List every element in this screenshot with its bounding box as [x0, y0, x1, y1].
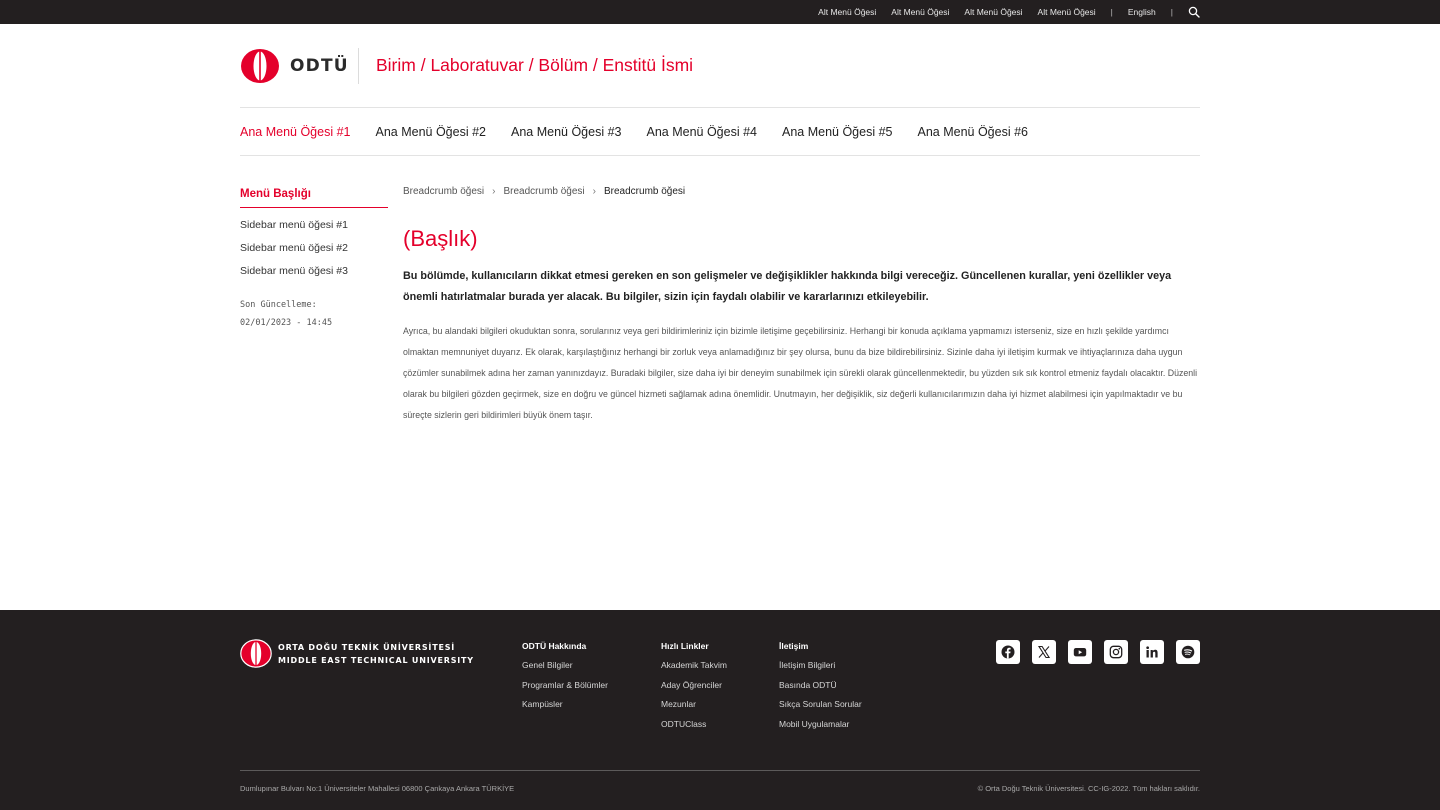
university-name-en: MIDDLE EAST TECHNICAL UNIVERSITY [278, 655, 474, 665]
unit-title[interactable]: Birim / Laboratuvar / Bölüm / Enstitü İsmi [376, 55, 694, 75]
footer-link[interactable]: Akademik Takvim [661, 660, 727, 670]
utility-link[interactable]: Alt Menü Öğesi [964, 7, 1023, 17]
breadcrumb [403, 184, 1200, 198]
footer-link[interactable]: Kampüsler [522, 699, 563, 710]
last-updated [240, 296, 388, 332]
odtu-emblem-icon [240, 48, 280, 84]
spotify-icon[interactable] [1176, 640, 1200, 664]
breadcrumb-current: Breadcrumb öğesi [604, 185, 686, 197]
nav-item-4[interactable]: Ana Menü Öğesi #4 [646, 124, 757, 139]
logo-wordmark: ODTÜ [290, 56, 349, 76]
nav-item-2[interactable]: Ana Menü Öğesi #2 [375, 124, 486, 139]
footer-column-title: Hızlı Linkler [661, 641, 709, 651]
utility-link[interactable]: Alt Menü Öğesi [891, 7, 950, 17]
last-updated-label: Son Güncelleme: [240, 300, 317, 310]
university-name [278, 641, 474, 667]
page-title: (Başlık) [403, 226, 478, 251]
chevron-right-icon: › [592, 185, 596, 197]
odtu-logo[interactable] [240, 48, 349, 84]
top-utility-bar [0, 0, 1440, 24]
utility-separator: | [1110, 7, 1113, 17]
footer-column-contact [779, 641, 862, 738]
body-paragraph: Ayrıca, bu alandaki bilgileri okuduktan sonra, sorularınız veya geri bildirimleriniz için bizimle iletişime geçebilirsiniz. Herhangi bir konuda açıklama yapmamızı isterseniz, size en hızlı şekilde yardımcı olmaktan memnuniyet duyarız. Ek olarak, karşılaştığınız herhangi bir zorluk veya anlamadığınız bir şey olursa, bunu da bize bildirebilirsiniz. Sizinle daha iyi iletişim kurmak ve ihtiyaçlarınıza daha uygun çözümler sunabilmek adına her zaman yanınızdayız. Buradaki bilgiler, size daha iyi bir deneyim sunabilmek için sürekli olarak güncellenmektedir, bu yüzden sık sık kontrol etmeniz faydalı olacaktır. Düzenli olarak bu bilgileri gözden geçirmek, size en doğru ve güncel hizmeti sağlamak adına önemlidir. Unutmayın, her değişiklik, siz değerli kullanıcılarımızın daha iyi hizmet alabilmesi için yapılmaktadır ve bu süreçte sizlerin geri bildirimleri büyük önem taşır. [403, 326, 1198, 420]
footer-link[interactable]: İletişim Bilgileri [779, 660, 836, 670]
footer-divider [240, 770, 1200, 771]
nav-item-3[interactable]: Ana Menü Öğesi #3 [511, 124, 622, 139]
utility-link[interactable]: Alt Menü Öğesi [1037, 7, 1096, 17]
footer-column-title: İletişim [779, 641, 809, 651]
linkedin-icon[interactable] [1140, 640, 1164, 664]
footer-link[interactable]: Programlar & Bölümler [522, 679, 608, 690]
youtube-icon[interactable] [1068, 640, 1092, 664]
lead-paragraph: Bu bölümde, kullanıcıların dikkat etmesi gereken en son gelişmeler ve değişiklikler hakkında bilgi vereceğiz. Güncellenen kurallar, yeni özellikler veya önemli hatırlatmalar burada yer alacak. Bu bilgiler, sizin için faydalı olabilir ve kararlarınızı etkileyebilir. [403, 270, 1172, 303]
footer-copyright: © Orta Doğu Teknik Üniversitesi. CC-IG-2022. Tüm hakları saklıdır. [977, 784, 1200, 793]
footer-address: Dumlupınar Bulvarı No:1 Üniversiteler Mahallesi 06800 Çankaya Ankara TÜRKİYE [240, 784, 515, 793]
sidebar-title: Menü Başlığı [240, 188, 388, 208]
sidebar-item-2[interactable]: Sidebar menü öğesi #2 [240, 242, 348, 254]
nav-item-1[interactable]: Ana Menü Öğesi #1 [240, 124, 351, 139]
sidebar-item-3[interactable]: Sidebar menü öğesi #3 [240, 265, 348, 277]
footer-link[interactable]: Sıkça Sorulan Sorular [779, 699, 862, 710]
search-icon[interactable] [1188, 6, 1200, 18]
site-header [240, 24, 1200, 108]
facebook-icon[interactable] [996, 640, 1020, 664]
footer-link[interactable]: Genel Bilgiler [522, 660, 573, 670]
main-navigation [240, 108, 1200, 156]
footer-column-title: ODTÜ Hakkında [522, 641, 587, 651]
utility-links [818, 0, 1200, 24]
breadcrumb-item[interactable]: Breadcrumb öğesi [403, 185, 485, 197]
utility-link[interactable]: Alt Menü Öğesi [818, 7, 877, 17]
footer-logo[interactable] [240, 639, 474, 668]
footer-link[interactable]: Basında ODTÜ [779, 679, 837, 690]
site-footer [0, 610, 1440, 810]
instagram-icon[interactable] [1104, 640, 1128, 664]
last-updated-value: 02/01/2023 - 14:45 [240, 318, 333, 328]
footer-column-quick-links [661, 641, 727, 738]
utility-separator: | [1170, 7, 1173, 17]
footer-link[interactable]: Aday Öğrenciler [661, 679, 722, 690]
sidebar-item-1[interactable]: Sidebar menü öğesi #1 [240, 219, 348, 231]
nav-item-5[interactable]: Ana Menü Öğesi #5 [782, 124, 893, 139]
footer-link[interactable]: ODTUClass [661, 718, 707, 729]
footer-link[interactable]: Mobil Uygulamalar [779, 718, 850, 729]
nav-item-6[interactable]: Ana Menü Öğesi #6 [917, 124, 1028, 139]
language-link[interactable]: English [1127, 7, 1156, 17]
footer-column-about [522, 641, 608, 719]
x-icon[interactable] [1032, 640, 1056, 664]
breadcrumb-item[interactable]: Breadcrumb öğesi [503, 185, 585, 197]
sidebar [240, 188, 388, 332]
social-links [996, 640, 1200, 664]
chevron-right-icon: › [492, 185, 496, 197]
header-divider [358, 48, 359, 84]
university-name-tr: ORTA DOĞU TEKNİK ÜNİVERSİTESİ [278, 642, 456, 652]
footer-link[interactable]: Mezunlar [661, 699, 696, 710]
sidebar-menu [240, 220, 388, 289]
main-content [403, 184, 1200, 426]
odtu-emblem-icon [240, 639, 272, 668]
